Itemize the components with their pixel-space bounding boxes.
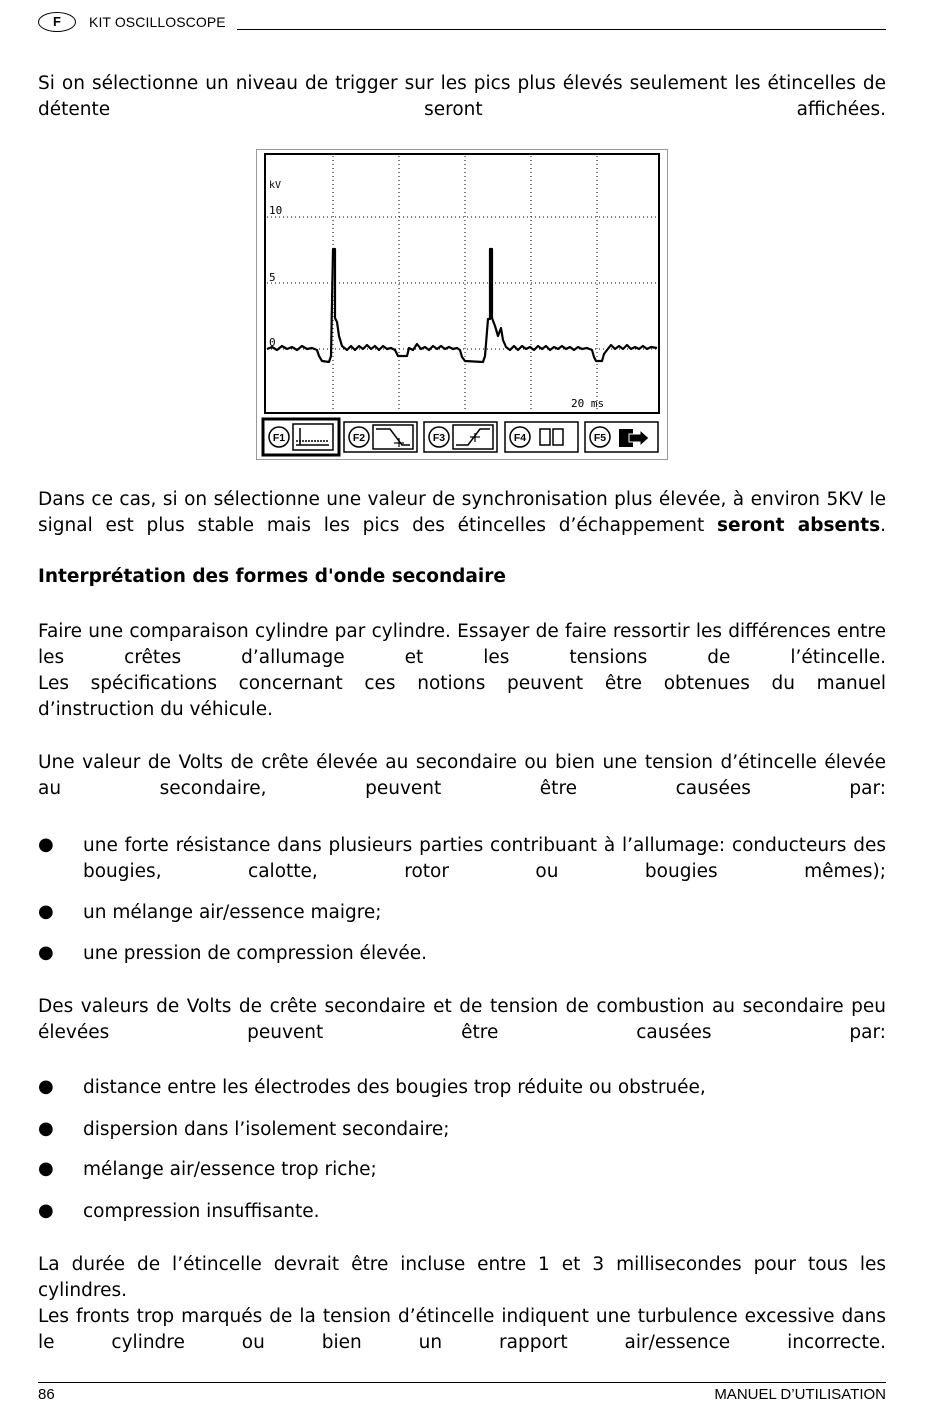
section-heading: Interprétation des formes d'onde secondaire xyxy=(38,566,506,587)
oscilloscope-display xyxy=(257,150,669,461)
footer-rule xyxy=(38,1382,886,1383)
spark-duration-paragraph: La durée de l’étincelle devrait être incluse entre 1 et 3 millisecondes pour tous les cylindres. xyxy=(38,1254,886,1301)
comparison-paragraph: Faire une comparaison cylindre par cylindre. Essayer de faire ressortir les différences entre les crêtes d’allumage et les tensions de l’étincelle. xyxy=(38,621,886,668)
split-screen-icon xyxy=(540,429,550,445)
list-item: mélange air/essence trop riche; xyxy=(83,1159,377,1180)
list-item: distance entre les électrodes des bougies trop réduite ou obstruée, xyxy=(83,1077,706,1098)
f3-label: F3 xyxy=(432,432,446,444)
list-item: une pression de compression élevée. xyxy=(83,943,428,964)
y-tick-10: 10 xyxy=(269,204,283,217)
f2-label: F2 xyxy=(352,432,366,444)
bullet: ● xyxy=(38,901,54,922)
bullet: ● xyxy=(38,834,54,855)
oscilloscope-screenshot xyxy=(256,149,668,460)
bullet: ● xyxy=(38,1200,54,1221)
trigger-level-icon xyxy=(293,424,333,450)
para2-text: Dans ce cas, si on sélectionne une valeur de synchronisation plus élevée, à environ 5KV le signal est plus stable mais les pics des étincelles d’échappement xyxy=(38,489,886,536)
bullet: ● xyxy=(38,942,54,963)
header-rule xyxy=(237,29,886,30)
time-scale-label: 20 ms xyxy=(571,397,605,410)
y-tick-0: 0 xyxy=(269,336,276,349)
f5-exit-button[interactable] xyxy=(585,422,658,452)
f4-mode-button[interactable] xyxy=(505,422,578,452)
synchronisation-paragraph xyxy=(38,487,886,565)
specifications-line: Les spécifications concernant ces notions peuvent être obtenues du manuel xyxy=(38,673,886,694)
list-item: un mélange air/essence maigre; xyxy=(83,902,382,923)
page-number: 86 xyxy=(38,1386,55,1403)
y-tick-5: 5 xyxy=(269,271,276,284)
bullet: ● xyxy=(38,1158,54,1179)
para2-emphasis: seront absents xyxy=(717,515,881,536)
specifications-line-end: d’instruction du véhicule. xyxy=(38,699,274,720)
header-title: KIT OSCILLOSCOPE xyxy=(89,14,226,30)
y-unit-label: kV xyxy=(269,180,282,191)
footer-title: MANUEL D’UTILISATION xyxy=(714,1386,886,1403)
language-badge: F xyxy=(38,12,76,32)
list-item: compression insuffisante. xyxy=(83,1201,320,1222)
turbulence-paragraph: Les fronts trop marqués de la tension d’étincelle indiquent une turbulence excessive dans le cylindre ou bien un rapport air/essence incorrecte. xyxy=(38,1306,886,1353)
list-item: dispersion dans l’isolement secondaire; xyxy=(83,1119,450,1140)
f1-trigger-level-button[interactable] xyxy=(263,419,339,455)
bullet: ● xyxy=(38,1076,54,1097)
f4-label: F4 xyxy=(513,432,527,444)
low-voltage-paragraph: Des valeurs de Volts de crête secondaire et de tension de combustion au secondaire peu élevées peuvent être causées par: xyxy=(38,996,886,1043)
list-item: une forte résistance dans plusieurs parties contribuant à l’allumage: conducteurs des bougies, calotte, rotor ou bougies mêmes); xyxy=(83,835,886,882)
bullet: ● xyxy=(38,1118,54,1139)
high-voltage-paragraph: Une valeur de Volts de crête élevée au secondaire ou bien une tension d’étincelle élevée au secondaire, peuvent être causées par: xyxy=(38,752,886,799)
page-header xyxy=(38,10,886,36)
f3-slope-up-button[interactable] xyxy=(424,422,497,452)
f2-slope-down-button[interactable] xyxy=(344,422,417,452)
intro-paragraph: Si on sélectionne un niveau de trigger sur les pics plus élevés seulement les étincelles de détente seront affichées. xyxy=(38,73,886,120)
f5-label: F5 xyxy=(593,432,607,444)
f1-label: F1 xyxy=(272,432,286,444)
para2-end: . xyxy=(880,515,886,536)
